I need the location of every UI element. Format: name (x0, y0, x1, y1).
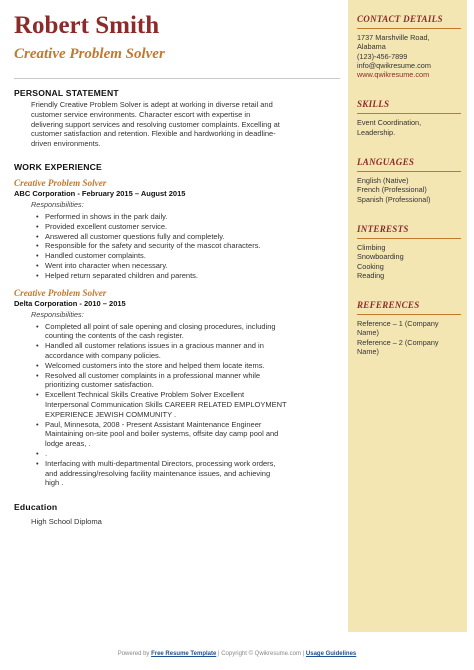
skills-divider (357, 113, 461, 114)
reference-item: Reference – 1 (Company (357, 319, 439, 329)
bullet-line: • Went into character when necessary. (45, 260, 168, 270)
education-degree: High School Diploma (31, 517, 102, 527)
skills-heading: SKILLS (357, 99, 390, 110)
statement-line: customer service environments. Character escort with expertise in (31, 109, 251, 119)
bullet-line: • Interfacing with multi-departmental Directors, processing work orders, (45, 458, 276, 468)
list-item (36, 241, 340, 251)
list-item (36, 222, 340, 232)
statement-line: delivering support services and resolving customer complaints. Excelling at (31, 119, 280, 129)
contact-heading: CONTACT DETAILS (357, 14, 443, 24)
bullet-line: • Completed all point of sale opening and closing procedures, including (45, 321, 276, 331)
statement-line: driven environments. (31, 139, 101, 149)
candidate-title: Creative Problem Solver (14, 46, 165, 62)
list-item (36, 420, 340, 449)
bullet-line: • Resolved all customer complaints in a professional manner while (45, 370, 261, 380)
interests-heading: INTERESTS (357, 223, 409, 234)
bullet-line: • Responsible for the safety and security of the mascot characters. (45, 241, 261, 251)
interest-item: Reading (357, 270, 385, 280)
bullet-line: • Handled customer complaints. (45, 251, 146, 261)
work-experience-section (14, 162, 340, 488)
education-section (14, 502, 340, 527)
personal-statement-text (14, 100, 340, 149)
list-item (36, 371, 340, 391)
list-item (36, 322, 340, 342)
list-item (36, 271, 340, 281)
responsibilities-label: Responsibilities: (31, 199, 84, 209)
work-experience-heading: WORK EXPERIENCE (14, 161, 102, 172)
bullet-line: • Excellent Technical Skills Creative Problem Solver Excellent (45, 390, 245, 400)
bullet-line: • Welcomed customers into the store and helped them locate items. (45, 360, 265, 370)
reference-item: Name) (357, 347, 379, 357)
bullet-line: • Helped return separated children and parents. (45, 270, 199, 280)
interest-item: Cooking (357, 261, 384, 271)
job-company: Delta Corporation - 2010 – 2015 (14, 298, 126, 308)
bullet-line: high . (45, 478, 64, 488)
bullet-line: • Provided excellent customer service. (45, 221, 168, 231)
reference-item: Reference – 2 (Company (357, 337, 439, 347)
website-link[interactable]: www.qwikresume.com (357, 70, 430, 80)
phone-number: (123)-456-7899 (357, 51, 408, 61)
list-item (36, 449, 340, 459)
bullet-line: Maintaining on-site pool and boiler systems, offsite day camp pool and (45, 429, 279, 439)
responsibility-list (14, 212, 340, 281)
job-title: Creative Problem Solver (14, 287, 107, 298)
interests-section (357, 224, 461, 280)
address-line: 1737 Marshville Road, (357, 33, 430, 42)
email-address[interactable]: info@qwikresume.com (357, 60, 431, 70)
references-divider (357, 314, 461, 315)
bullet-line: Interpersonal Communication Skills CAREER RELATED EMPLOYMENT (45, 399, 287, 409)
education-heading: Education (14, 502, 58, 513)
bullet-line: prioritizing customer satisfaction. (45, 380, 154, 390)
reference-item: Name) (357, 328, 379, 338)
list-item (36, 251, 340, 261)
languages-section (357, 157, 461, 204)
bullet-line: • . (45, 448, 48, 458)
job-entry (14, 178, 340, 281)
candidate-name: Robert Smith (14, 12, 160, 39)
address-state: Alabama (357, 42, 386, 52)
interest-item: Climbing (357, 242, 386, 252)
bullet-line: • Paul, Minnesota, 2008 - Present Assistant Maintenance Engineer (45, 419, 262, 429)
bullet-line: • Handled all customer relations issues in a gracious manner and in (45, 341, 264, 351)
free-template-link[interactable]: Free Resume Template (151, 651, 217, 657)
contact-divider (357, 28, 461, 29)
personal-statement-heading: PERSONAL STATEMENT (14, 88, 119, 98)
footer-copyright: | Copyright © Qwikresume.com | (218, 651, 305, 657)
bullet-line: • Performed in shows in the park daily. (45, 211, 168, 221)
list-item (36, 212, 340, 222)
statement-line: Friendly Creative Problem Solver is adept at working in diverse retail and (31, 100, 273, 109)
header-divider (14, 78, 340, 79)
list-item (36, 261, 340, 271)
personal-statement-section (14, 88, 340, 149)
job-company: ABC Corporation - February 2015 – August 2015 (14, 188, 186, 198)
bullet-line: accordance with company policies. (45, 350, 161, 360)
references-section (357, 300, 461, 356)
skills-section (357, 99, 461, 137)
interest-item: Snowboarding (357, 252, 404, 262)
references-heading: REFERENCES (357, 300, 420, 311)
language-item: French (Professional) (357, 185, 427, 195)
job-title: Creative Problem Solver (14, 177, 107, 188)
bullet-line: and addressing/resolving facility maintenance issues, and achieving (45, 468, 271, 478)
list-item (36, 232, 340, 242)
skill-item: Leadership. (357, 127, 396, 137)
bullet-line: EXPERIENCE JEWISH COMMUNITY . (45, 409, 177, 419)
list-item (36, 459, 340, 488)
page-footer (0, 651, 474, 657)
sidebar (348, 0, 467, 632)
list-item (36, 390, 340, 419)
language-item: English (Native) (357, 176, 409, 186)
statement-line: customer satisfaction and retention. Flexible and hardworking in deadline- (31, 129, 276, 139)
bullet-line: lodge areas, . (45, 439, 91, 449)
bullet-line: • Answered all customer questions fully and completely. (45, 231, 225, 241)
job-entry (14, 288, 340, 489)
main-column (14, 12, 340, 527)
interests-divider (357, 238, 461, 239)
list-item (36, 361, 340, 371)
usage-guidelines-link[interactable]: Usage Guidelines (305, 651, 357, 657)
contact-section (357, 14, 461, 79)
list-item (36, 341, 340, 361)
skill-item: Event Coordination, (357, 118, 422, 128)
responsibility-list (14, 322, 340, 489)
languages-heading: LANGUAGES (357, 157, 415, 168)
bullet-line: counting the contents of the cash register. (45, 331, 184, 341)
footer-prefix: Powered by (117, 651, 150, 657)
responsibilities-label: Responsibilities: (31, 309, 84, 319)
languages-divider (357, 171, 461, 172)
language-item: Spanish (Professional) (357, 194, 431, 204)
